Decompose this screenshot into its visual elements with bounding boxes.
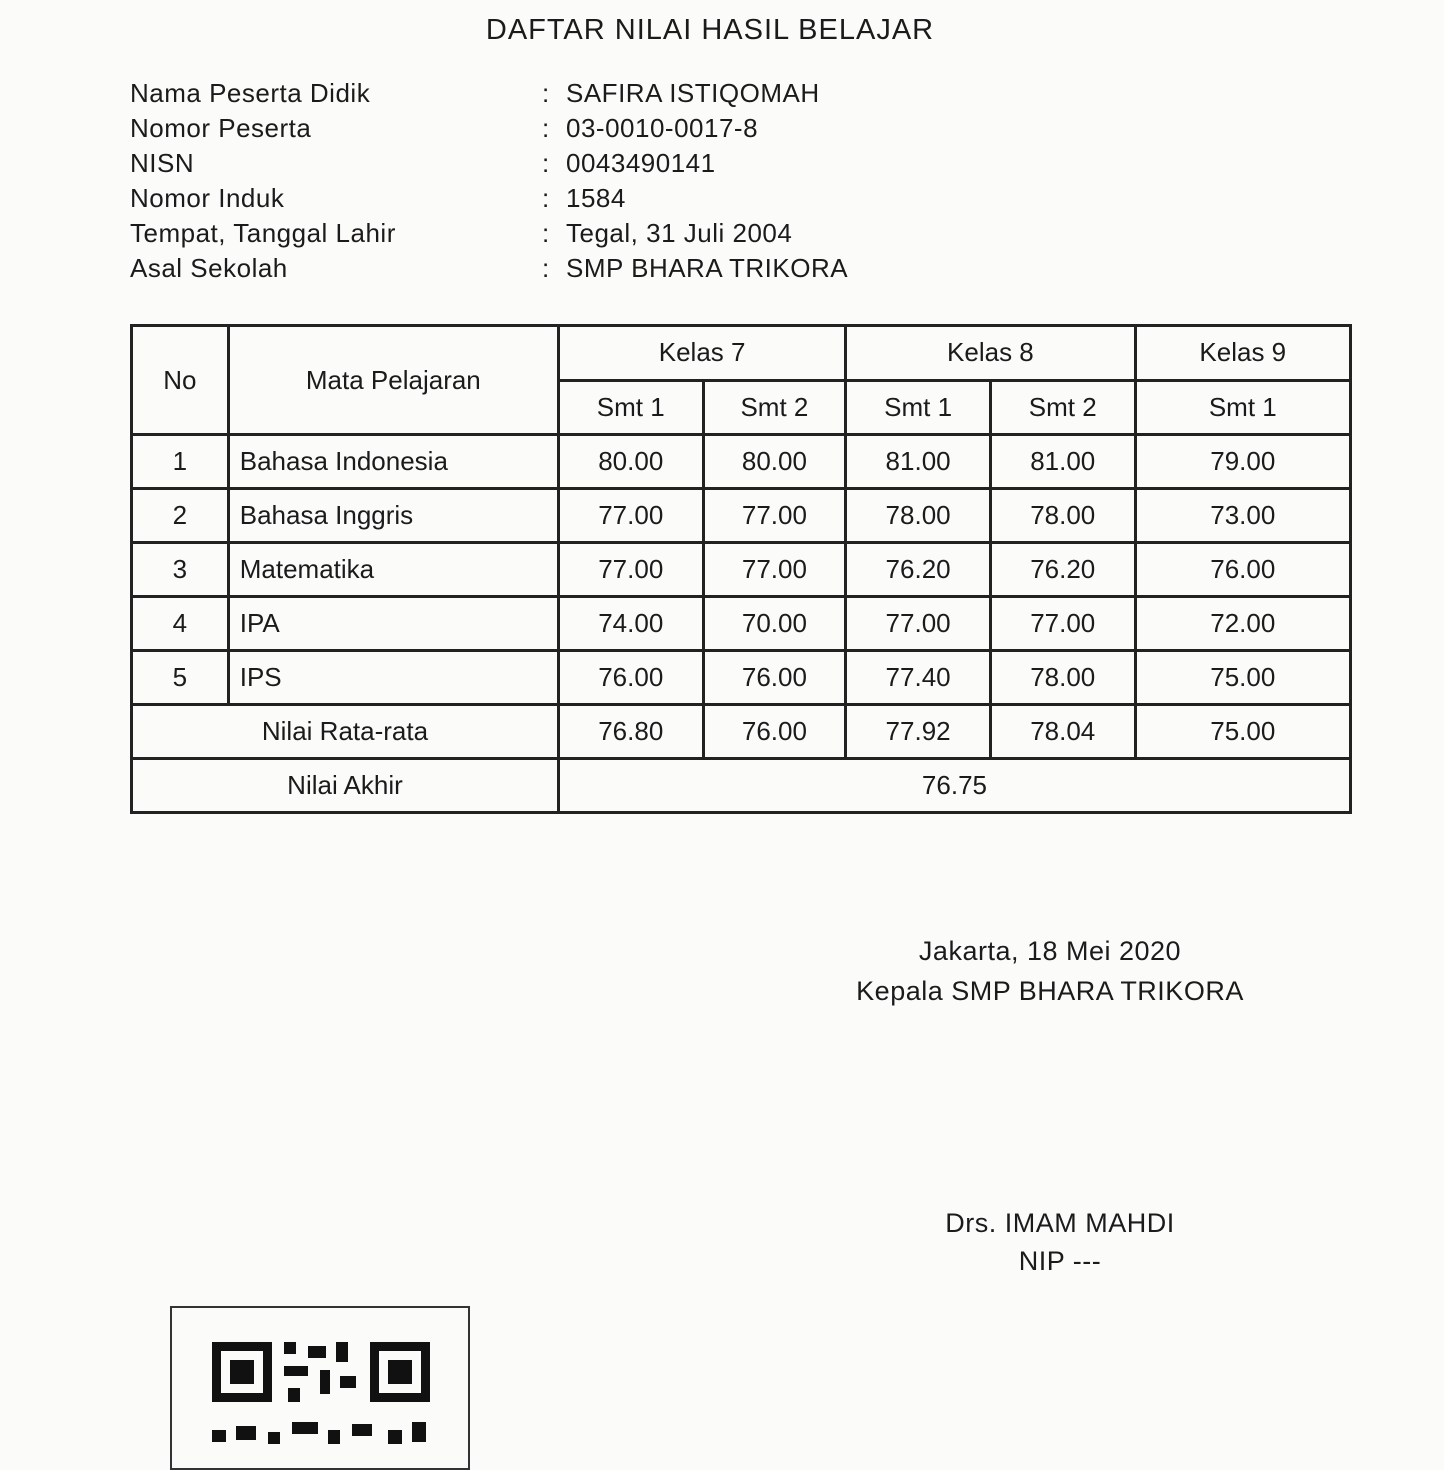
table-row	[132, 435, 1351, 489]
header-kelas-7: Kelas 7	[558, 326, 845, 381]
table-row	[132, 651, 1351, 705]
score-cell: 76.20	[846, 543, 991, 597]
score-cell: 75.00	[1135, 651, 1350, 705]
header-k7-smt1: Smt 1	[558, 380, 703, 435]
row-subject: Bahasa Indonesia	[228, 435, 558, 489]
average-cell: 77.92	[846, 705, 991, 759]
info-label: Nomor Induk	[130, 183, 285, 213]
header-k8-smt1: Smt 1	[846, 380, 991, 435]
row-number: 3	[132, 543, 229, 597]
info-label: Nomor Peserta	[130, 113, 312, 143]
score-cell: 74.00	[558, 597, 703, 651]
score-cell: 77.40	[846, 651, 991, 705]
header-k8-smt2: Smt 2	[990, 380, 1135, 435]
score-cell: 80.00	[558, 435, 703, 489]
row-subject: IPA	[228, 597, 558, 651]
score-cell: 77.00	[846, 597, 991, 651]
score-cell: 78.00	[846, 489, 991, 543]
info-colon: :	[542, 218, 550, 248]
average-cell: 75.00	[1135, 705, 1350, 759]
final-row	[132, 759, 1351, 813]
table-row	[132, 597, 1351, 651]
score-cell: 76.20	[990, 543, 1135, 597]
score-cell: 78.00	[990, 489, 1135, 543]
score-cell: 79.00	[1135, 435, 1350, 489]
score-cell: 81.00	[846, 435, 991, 489]
row-number: 1	[132, 435, 229, 489]
final-label: Nilai Akhir	[132, 759, 559, 813]
info-value: 1584	[566, 183, 626, 213]
grades-table	[130, 324, 1352, 814]
info-colon: :	[542, 78, 550, 108]
score-cell: 77.00	[558, 489, 703, 543]
info-colon: :	[542, 148, 550, 178]
row-subject: Bahasa Inggris	[228, 489, 558, 543]
row-number: 5	[132, 651, 229, 705]
score-cell: 77.00	[703, 543, 846, 597]
score-cell: 76.00	[558, 651, 703, 705]
average-cell: 76.00	[703, 705, 846, 759]
info-value: 0043490141	[566, 148, 716, 178]
header-subject: Mata Pelajaran	[228, 326, 558, 435]
info-label: Asal Sekolah	[130, 253, 288, 283]
score-cell: 77.00	[558, 543, 703, 597]
info-colon: :	[542, 253, 550, 283]
average-row	[132, 705, 1351, 759]
qr-code-frame	[170, 1306, 470, 1470]
average-cell: 78.04	[990, 705, 1135, 759]
score-cell: 73.00	[1135, 489, 1350, 543]
score-cell: 77.00	[990, 597, 1135, 651]
info-value: Tegal, 31 Juli 2004	[566, 218, 793, 248]
info-label: Nama Peserta Didik	[130, 78, 371, 108]
place-date: Jakarta, 18 Mei 2020	[918, 936, 1182, 966]
header-k9-smt1: Smt 1	[1135, 380, 1350, 435]
info-colon: :	[542, 183, 550, 213]
signer-nip: NIP ---	[1018, 1246, 1102, 1276]
info-value: SAFIRA ISTIQOMAH	[566, 78, 820, 108]
score-cell: 78.00	[990, 651, 1135, 705]
row-number: 4	[132, 597, 229, 651]
score-cell: 80.00	[703, 435, 846, 489]
qr-code-icon	[212, 1342, 432, 1452]
header-row-top	[132, 326, 1351, 381]
signer-name: Drs. IMAM MAHDI	[945, 1208, 1175, 1238]
info-colon: :	[542, 113, 550, 143]
header-no: No	[132, 326, 229, 435]
score-cell: 70.00	[703, 597, 846, 651]
header-k7-smt2: Smt 2	[703, 380, 846, 435]
score-cell: 76.00	[1135, 543, 1350, 597]
table-row	[132, 489, 1351, 543]
table-row	[132, 543, 1351, 597]
average-label: Nilai Rata-rata	[132, 705, 559, 759]
row-number: 2	[132, 489, 229, 543]
info-label: NISN	[130, 148, 195, 178]
info-label: Tempat, Tanggal Lahir	[130, 218, 396, 248]
average-cell: 76.80	[558, 705, 703, 759]
final-value: 76.75	[558, 759, 1350, 813]
row-subject: Matematika	[228, 543, 558, 597]
score-cell: 76.00	[703, 651, 846, 705]
document-title: DAFTAR NILAI HASIL BELAJAR	[485, 14, 935, 46]
score-cell: 72.00	[1135, 597, 1350, 651]
info-value: SMP BHARA TRIKORA	[566, 253, 849, 283]
score-cell: 81.00	[990, 435, 1135, 489]
signer-position: Kepala SMP BHARA TRIKORA	[856, 976, 1244, 1006]
row-subject: IPS	[228, 651, 558, 705]
header-kelas-9: Kelas 9	[1135, 326, 1350, 381]
header-kelas-8: Kelas 8	[846, 326, 1135, 381]
score-cell: 77.00	[703, 489, 846, 543]
info-value: 03-0010-0017-8	[566, 113, 759, 143]
